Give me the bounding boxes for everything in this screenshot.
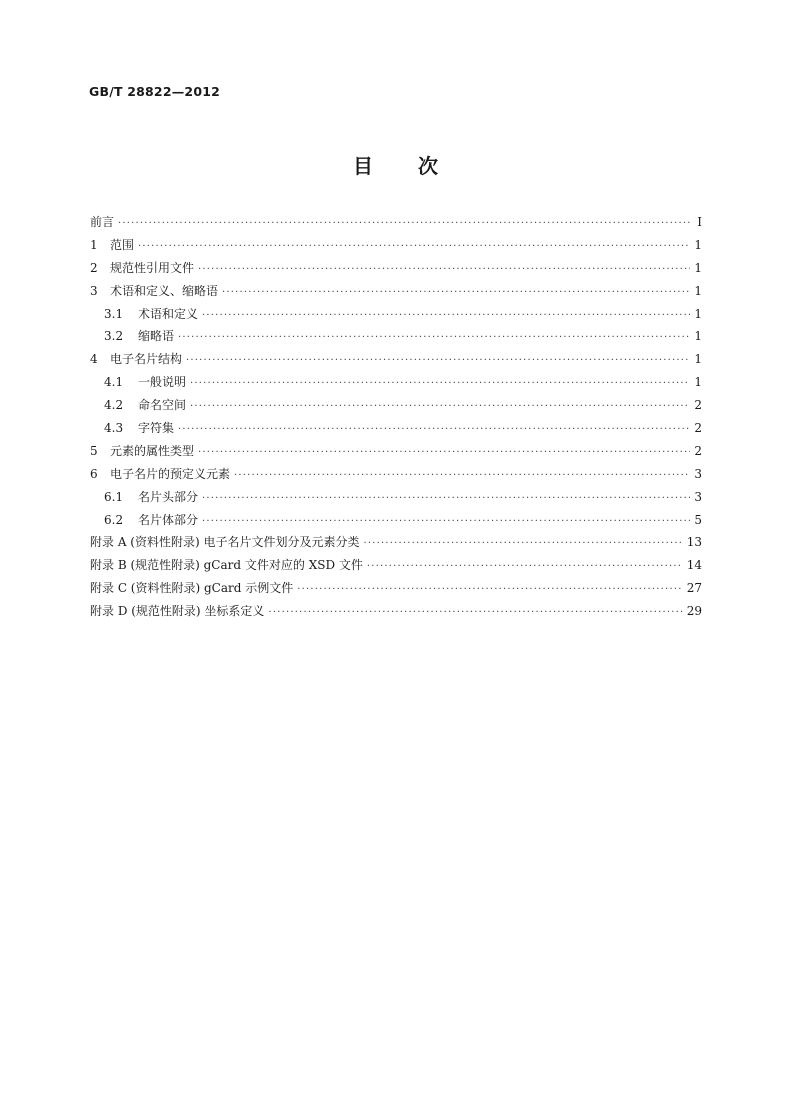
toc-entry-label — [104, 488, 202, 505]
toc-dot-leader — [202, 493, 690, 504]
toc-entry[interactable] — [90, 396, 702, 419]
toc-entry-label — [90, 442, 198, 459]
toc-dot-leader — [198, 447, 690, 458]
toc-entry-number: 6.2 — [104, 512, 124, 527]
toc-dot-leader — [367, 561, 683, 572]
toc-entry-label — [104, 305, 202, 322]
toc-entry-page: 1 — [694, 237, 702, 252]
toc-entry[interactable] — [90, 350, 702, 373]
toc-entry-page: 2 — [694, 421, 702, 436]
toc-entry-label — [90, 602, 268, 619]
toc-entry[interactable] — [90, 556, 702, 579]
toc-entry-number: 3 — [90, 283, 98, 298]
toc-entry[interactable] — [90, 373, 702, 396]
toc-entry-text: 字符集 — [138, 421, 175, 436]
toc-entry-number: 3.1 — [104, 306, 124, 321]
toc-dot-leader — [198, 264, 690, 275]
toc-entry-text: 名片头部分 — [138, 489, 199, 504]
toc-entry-page: 1 — [694, 306, 702, 321]
toc-title — [0, 150, 792, 179]
toc-dot-leader — [138, 241, 690, 252]
toc-entry-number: 3.2 — [104, 329, 124, 344]
toc-entry[interactable] — [90, 533, 702, 556]
toc-entry-label — [104, 373, 190, 390]
toc-entry-number: 1 — [90, 237, 98, 252]
toc-entry-page: 2 — [694, 443, 702, 458]
toc-entry-text: 前言 — [90, 215, 115, 229]
toc-entry[interactable] — [90, 327, 702, 350]
toc-entry[interactable] — [90, 213, 702, 236]
toc-entry[interactable] — [90, 236, 702, 259]
toc-entry-number: 2 — [90, 260, 98, 275]
toc-entry[interactable] — [90, 488, 702, 511]
toc-entry-number: 4.2 — [104, 398, 124, 413]
toc-entry-label — [90, 213, 118, 230]
toc-entry-label — [90, 282, 222, 299]
toc-title-part1: 目 — [353, 154, 374, 178]
toc-entry-text: 元素的属性类型 — [110, 443, 195, 458]
toc-dot-leader — [118, 218, 690, 229]
toc-entry-number: 4.1 — [104, 375, 124, 390]
toc-entry[interactable] — [90, 511, 702, 534]
toc-entry-label — [104, 327, 178, 344]
toc-entry-number: 5 — [90, 443, 98, 458]
toc-list — [90, 213, 702, 625]
toc-dot-leader — [190, 401, 690, 412]
toc-entry-page: 1 — [694, 352, 702, 367]
toc-dot-leader — [234, 470, 690, 481]
toc-entry[interactable] — [90, 465, 702, 488]
toc-dot-leader — [178, 332, 690, 343]
toc-entry-page: 5 — [694, 512, 702, 527]
toc-entry-text: 一般说明 — [138, 375, 187, 390]
toc-entry[interactable] — [90, 579, 702, 602]
toc-entry-label — [104, 396, 190, 413]
toc-entry[interactable] — [90, 305, 702, 328]
toc-entry[interactable] — [90, 419, 702, 442]
toc-entry-page: 1 — [694, 329, 702, 344]
toc-entry-text: 术语和定义 — [138, 306, 199, 321]
toc-title-part2: 次 — [418, 154, 439, 178]
toc-entry-page: 14 — [686, 558, 702, 573]
toc-entry-text: 术语和定义、缩略语 — [110, 283, 219, 298]
toc-dot-leader — [190, 378, 690, 389]
toc-entry-page: 27 — [686, 581, 702, 596]
toc-entry-text: 电子名片的预定义元素 — [110, 466, 231, 481]
toc-entry-label — [90, 350, 186, 367]
toc-entry[interactable] — [90, 259, 702, 282]
toc-entry-label — [104, 511, 202, 528]
toc-entry-page: 2 — [694, 398, 702, 413]
toc-entry-number: 4.3 — [104, 421, 124, 436]
toc-entry-label — [90, 579, 297, 596]
toc-dot-leader — [268, 607, 682, 618]
toc-entry-label — [90, 236, 138, 253]
toc-entry-text: 电子名片结构 — [110, 352, 183, 367]
toc-entry-text: 附录 C (资料性附录) gCard 示例文件 — [90, 581, 294, 596]
toc-entry-text: 名片体部分 — [138, 512, 199, 527]
toc-entry-text: 命名空间 — [138, 398, 187, 413]
standard-code: GB/T 28822—2012 — [89, 84, 221, 99]
toc-entry-page: 1 — [694, 260, 702, 275]
toc-entry-text: 缩略语 — [138, 329, 175, 344]
toc-entry-page: 29 — [686, 604, 702, 619]
toc-entry[interactable] — [90, 282, 702, 305]
toc-entry-page: 1 — [694, 283, 702, 298]
toc-dot-leader — [186, 355, 690, 366]
toc-entry-text: 附录 D (规范性附录) 坐标系定义 — [90, 604, 265, 619]
toc-entry-page: Ⅰ — [697, 215, 702, 229]
toc-dot-leader — [297, 584, 682, 595]
toc-entry-page: 13 — [686, 535, 702, 550]
toc-dot-leader — [178, 424, 690, 435]
toc-entry-page: 3 — [694, 466, 702, 481]
toc-entry[interactable] — [90, 442, 702, 465]
toc-entry-text: 范围 — [110, 237, 135, 252]
toc-entry-label — [104, 419, 178, 436]
toc-entry-text: 附录 B (规范性附录) gCard 文件对应的 XSD 文件 — [90, 558, 363, 573]
toc-entry-page: 3 — [694, 489, 702, 504]
toc-entry-label — [90, 465, 234, 482]
toc-entry-text: 附录 A (资料性附录) 电子名片文件划分及元素分类 — [90, 535, 360, 550]
toc-entry-number: 6 — [90, 466, 98, 481]
toc-entry-number: 4 — [90, 352, 98, 367]
toc-entry[interactable] — [90, 602, 702, 625]
toc-entry-label — [90, 533, 363, 550]
toc-dot-leader — [202, 310, 690, 321]
toc-entry-label — [90, 556, 367, 573]
toc-entry-page: 1 — [694, 375, 702, 390]
toc-dot-leader — [222, 287, 690, 298]
toc-entry-label — [90, 259, 198, 276]
toc-dot-leader — [363, 538, 682, 549]
toc-entry-number: 6.1 — [104, 489, 124, 504]
toc-entry-text: 规范性引用文件 — [110, 260, 195, 275]
toc-dot-leader — [202, 516, 690, 527]
